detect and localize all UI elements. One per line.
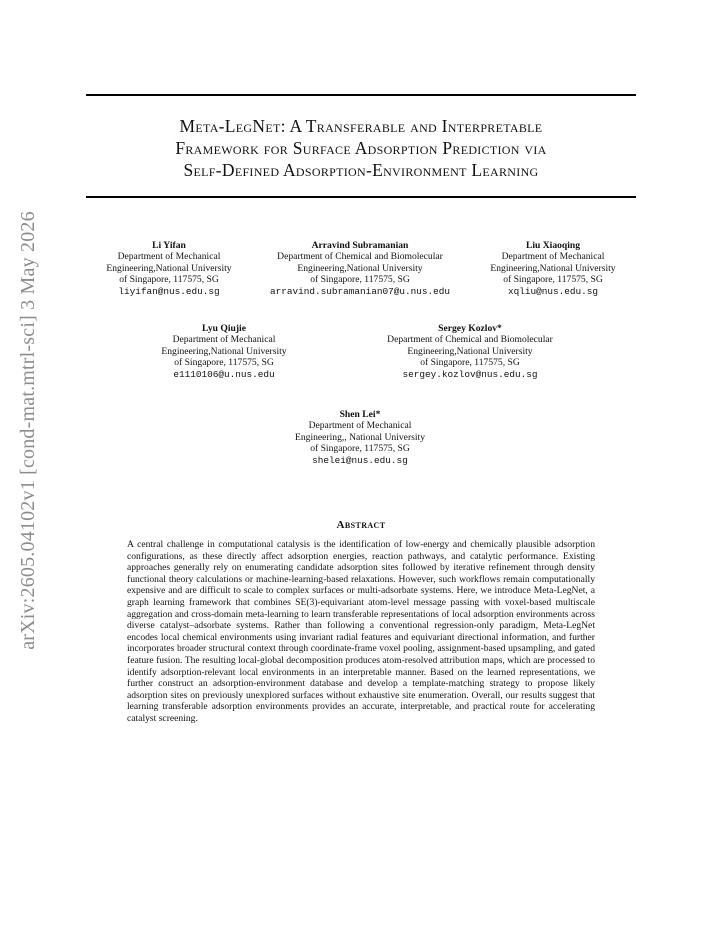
author-affiliation-line: of Singapore, 117575, SG	[119, 274, 219, 286]
author-affiliation-line: of Singapore, 117575, SG	[310, 274, 410, 286]
author-affiliation-line: Engineering,National University	[490, 262, 616, 274]
author-email[interactable]: shelei@nus.edu.sg	[312, 454, 408, 466]
author-affiliation-line: Engineering,National University	[106, 262, 232, 274]
author-name: Arravind Subramanian	[311, 240, 409, 251]
author-email[interactable]: e1110106@u.nus.edu	[173, 368, 275, 380]
author-name: Shen Lei*	[339, 409, 381, 420]
author-affiliation-line: of Singapore, 117575, SG	[310, 443, 410, 455]
author-block-liu-xiaoqing	[468, 240, 638, 297]
title-line-3: Self-Defined Adsorption-Environment Learning	[183, 160, 539, 180]
arxiv-identifier-text: arXiv:2605.04102v1 [cond-mat.mtrl-sci] 3 May 2026	[16, 210, 39, 650]
author-block-arravind-subramanian	[250, 240, 470, 297]
author-affiliation-line: of Singapore, 117575, SG	[420, 357, 520, 369]
author-affiliation-line: Department of Mechanical	[308, 420, 412, 432]
title-rule-bottom	[86, 196, 636, 198]
title-rule-top	[86, 94, 636, 96]
abstract-heading: Abstract	[336, 519, 386, 531]
arxiv-identifier-stamp	[10, 190, 46, 670]
author-affiliation-line: Engineering,, National University	[294, 431, 426, 443]
author-name: Liu Xiaoqing	[525, 240, 581, 251]
title-line-1: Meta-LegNet: A Transferable and Interpretable	[179, 116, 543, 136]
author-email[interactable]: sergey.kozlov@nus.edu.sg	[402, 368, 538, 380]
author-block-li-yifan	[84, 240, 254, 297]
author-affiliation-line: Department of Mechanical	[117, 251, 221, 263]
paper-title	[86, 115, 636, 181]
author-email[interactable]: xqliu@nus.edu.sg	[507, 285, 598, 297]
author-affiliation-line: Department of Chemical and Biomolecular	[387, 334, 553, 346]
author-affiliation-line: Department of Mechanical	[172, 334, 276, 346]
author-affiliation-line: Engineering,National University	[407, 345, 533, 357]
author-affiliation-line: Engineering,National University	[297, 262, 423, 274]
author-affiliation-line: of Singapore, 117575, SG	[503, 274, 603, 286]
author-block-shen-lei	[270, 409, 450, 466]
author-block-sergey-kozlov	[360, 323, 580, 380]
author-affiliation-line: Department of Mechanical	[501, 251, 605, 263]
author-email[interactable]: liyifan@nus.edu.sg	[118, 285, 220, 297]
author-affiliation-line: Department of Chemical and Biomolecular	[277, 251, 443, 263]
abstract-body: A central challenge in computational catalysis is the identification of low-energy and chemically plausible adsorption configurations, as these directly affect adsorption energies, reaction pathways, and catalytic performance. Existing approaches generally rely on enumerating candidate adsorption sites followed by iterative refinement through density functional theory calculations or machine-learning-based relaxations. However, such workflows remain computationally expensive and are difficult to scale to complex surfaces or multi-adsorbate systems. Here, we introduce Meta-LegNet, a graph learning framework that combines SE(3)-equivariant atom-level message passing with voxel-based multiscale aggregation and cross-domain meta-learning to learn transferable representations of local adsorption environments across diverse catalyst–adsorbate systems. Rather than following a conventional regression-only paradigm, Meta-LegNet encodes local chemical environments using invariant radial features and equivariant directional information, and further incorporates broader structural context through coordinate-frame voxel pooling, assignment-based upsampling, and gated feature fusion. The resulting local-global decomposition produces atom-resolved attribution maps, which are processed to identify adsorption-relevant local environments in an interpretable manner. Based on the learned representations, we further construct an adsorption-environment database and develop a template-matching strategy to propose likely adsorption sites on previously unexplored surfaces without exhaustive site enumeration. Overall, our results suggest that learning transferable adsorption environments provides an accurate, interpretable, and practical route for accelerating catalyst screening.	[127, 539, 595, 724]
author-email[interactable]: arravind.subramanian07@u.nus.edu	[269, 285, 451, 297]
author-name: Lyu Qiujie	[202, 323, 246, 334]
author-affiliation-line: Engineering,National University	[161, 345, 287, 357]
author-block-lyu-qiujie	[139, 323, 309, 380]
title-line-2: Framework for Surface Adsorption Prediction via	[175, 138, 547, 158]
author-affiliation-line: of Singapore, 117575, SG	[174, 357, 274, 369]
author-name: Sergey Kozlov*	[438, 323, 502, 334]
author-name: Li Yifan	[152, 240, 186, 251]
